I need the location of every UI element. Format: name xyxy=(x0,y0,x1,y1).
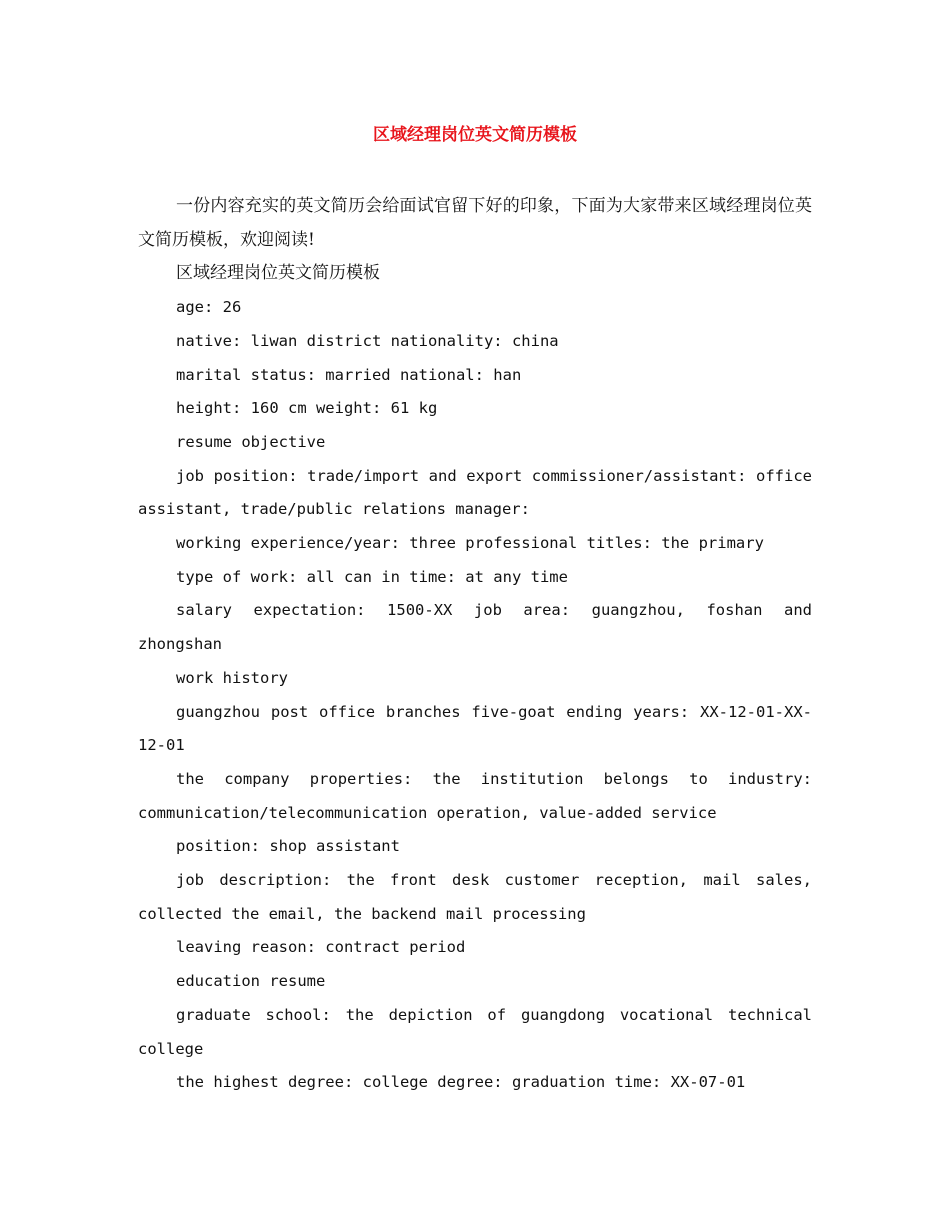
heading-resume-objective: resume objective xyxy=(176,432,326,451)
field-marital-status: marital status: married national: han xyxy=(176,365,522,384)
field-highest-degree: the highest degree: college degree: graduation time: XX-07-01 xyxy=(176,1073,746,1092)
field-employer: guangzhou post office branches five-goat ending years: XX-12-01-XX-12-01 xyxy=(138,702,812,755)
field-height-weight: height: 160 cm weight: 61 kg xyxy=(176,399,438,418)
section-heading: 区域经理岗位英文简历模板 xyxy=(176,263,380,284)
field-company-properties: the company properties: the institution belongs to industry: communication/telecommunication operation, value-added service xyxy=(138,769,812,822)
heading-work-history: work history xyxy=(176,668,288,687)
intro-paragraph: 一份内容充实的英文简历会给面试官留下好的印象，下面为大家带来区域经理岗位英文简历模板，欢迎阅读! xyxy=(138,196,812,250)
document-title: 区域经理岗位英文简历模板 xyxy=(373,125,577,145)
field-leaving-reason: leaving reason: contract period xyxy=(176,938,466,957)
document-body xyxy=(138,190,812,1100)
heading-education-resume: education resume xyxy=(176,972,326,991)
field-position: position: shop assistant xyxy=(176,837,400,856)
field-graduate-school: graduate school: the depiction of guangdong vocational technical college xyxy=(138,1005,812,1058)
field-working-experience: working experience/year: three professional titles: the primary xyxy=(176,534,764,553)
field-native: native: liwan district nationality: china xyxy=(176,331,559,350)
field-job-description: job description: the front desk customer reception, mail sales, collected the email, the backend mail processing xyxy=(138,871,812,923)
field-salary-expectation: salary expectation: 1500-XX job area: guangzhou, foshan and zhongshan xyxy=(138,601,812,654)
field-age: age: 26 xyxy=(176,298,242,317)
field-job-position: job position: trade/import and export commissioner/assistant: office assistant, trade/public relations manager: xyxy=(138,466,812,519)
field-type-of-work: type of work: all can in time: at any time xyxy=(176,567,568,586)
